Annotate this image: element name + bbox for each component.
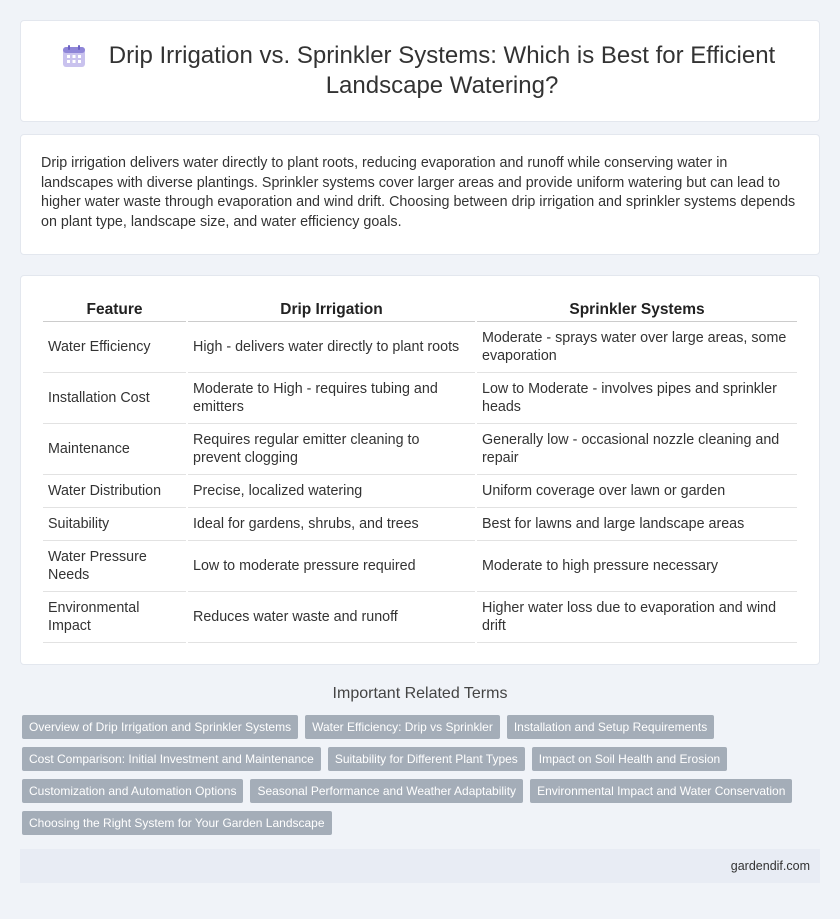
table-row — [43, 322, 797, 373]
header-drip: Drip Irrigation — [188, 296, 475, 322]
related-term-tag[interactable]: Water Efficiency: Drip vs Sprinkler — [305, 715, 500, 739]
table-row — [43, 592, 797, 643]
table-row — [43, 373, 797, 424]
comparison-table — [41, 296, 799, 643]
drip-cell: Ideal for gardens, shrubs, and trees — [188, 508, 475, 541]
page-title: Drip Irrigation vs. Sprinkler Systems: Which is Best for Efficient Landscape Watering? — [108, 42, 776, 99]
table-row — [43, 475, 797, 508]
related-term-tag[interactable]: Seasonal Performance and Weather Adaptability — [250, 779, 523, 803]
related-terms-list — [22, 715, 818, 843]
related-term-tag[interactable]: Installation and Setup Requirements — [507, 715, 714, 739]
sprinkler-cell: Moderate to high pressure necessary — [477, 541, 797, 592]
title-wrap — [21, 41, 819, 101]
sprinkler-cell: Moderate - sprays water over large areas, some evaporation — [477, 322, 797, 373]
drip-cell: Reduces water waste and runoff — [188, 592, 475, 643]
intro-paragraph: Drip irrigation delivers water directly to plant roots, reducing evaporation and runoff while conserving water in landscapes with diverse plantings. Sprinkler systems cover larger areas and provide uniform watering but can lead to higher water waste through evaporation and wind drift. Choosing between drip irrigation and sprinkler systems depends on plant type, landscape size, and water efficiency goals. — [41, 155, 796, 230]
feature-cell: Water Efficiency — [43, 322, 186, 373]
related-term-tag[interactable]: Suitability for Different Plant Types — [328, 747, 525, 771]
footer — [20, 849, 820, 883]
related-term-tag[interactable]: Environmental Impact and Water Conservation — [530, 779, 792, 803]
related-term-tag[interactable]: Cost Comparison: Initial Investment and Maintenance — [22, 747, 321, 771]
feature-cell: Environmental Impact — [43, 592, 186, 643]
drip-cell: Moderate to High - requires tubing and emitters — [188, 373, 475, 424]
feature-cell: Maintenance — [43, 424, 186, 475]
drip-cell: Low to moderate pressure required — [188, 541, 475, 592]
feature-cell: Installation Cost — [43, 373, 186, 424]
sprinkler-cell: Higher water loss due to evaporation and wind drift — [477, 592, 797, 643]
site-domain[interactable]: gardendif.com — [730, 859, 810, 874]
drip-cell: High - delivers water directly to plant roots — [188, 322, 475, 373]
sprinkler-cell: Low to Moderate - involves pipes and sprinkler heads — [477, 373, 797, 424]
table-row — [43, 508, 797, 541]
table-header-row — [43, 296, 797, 322]
header-feature: Feature — [43, 296, 186, 322]
related-terms-title: Important Related Terms — [332, 685, 508, 703]
related-term-tag[interactable]: Impact on Soil Health and Erosion — [532, 747, 727, 771]
drip-cell: Precise, localized watering — [188, 475, 475, 508]
header-card — [20, 20, 820, 122]
related-term-tag[interactable]: Choosing the Right System for Your Garden Landscape — [22, 811, 332, 835]
feature-cell: Suitability — [43, 508, 186, 541]
table-row — [43, 541, 797, 592]
related-term-tag[interactable]: Customization and Automation Options — [22, 779, 243, 803]
calendar-icon — [61, 43, 87, 69]
comparison-table-card — [20, 275, 820, 665]
sprinkler-cell: Generally low - occasional nozzle cleaning and repair — [477, 424, 797, 475]
feature-cell: Water Pressure Needs — [43, 541, 186, 592]
header-sprinkler: Sprinkler Systems — [477, 296, 797, 322]
sprinkler-cell: Best for lawns and large landscape areas — [477, 508, 797, 541]
drip-cell: Requires regular emitter cleaning to prevent clogging — [188, 424, 475, 475]
intro-card — [20, 134, 820, 255]
sprinkler-cell: Uniform coverage over lawn or garden — [477, 475, 797, 508]
table-row — [43, 424, 797, 475]
related-term-tag[interactable]: Overview of Drip Irrigation and Sprinkler Systems — [22, 715, 298, 739]
feature-cell: Water Distribution — [43, 475, 186, 508]
